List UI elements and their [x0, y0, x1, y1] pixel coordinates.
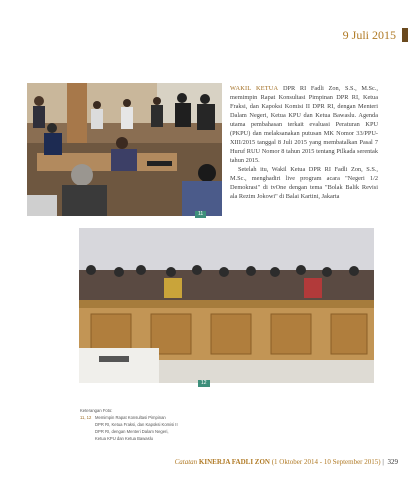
photo-caption	[80, 407, 185, 442]
footer-date-range: (1 Oktober 2014 - 10 September 2015)	[271, 458, 381, 466]
page-number: 329	[387, 458, 398, 466]
caption-line: Ketua KPU dan Ketua Bawaslu	[95, 436, 153, 441]
footer-series: Catatan	[174, 458, 198, 466]
caption-line: DPR RI, Ketua Fraksi, dan Kapoksi Komisi II	[95, 422, 178, 427]
footer-title: KINERJA FADLI ZON	[198, 458, 270, 466]
lead-text: WAKIL KETUA	[230, 85, 279, 92]
article-body	[230, 84, 378, 201]
paragraph-1-text: DPR RI Fadli Zon, S.S., M.Sc., memimpin Rapat Konsultasi Pimpinan DPR RI, Ketua Fraksi, dan Kapoksi Komisi II DPR RI, dengan Menteri Dalam Negeri, Ketua KPU dan Ketua Bawaslu. Agenda utama pembahasan terkait evaluasi Peraturan KPU (PKPU) dan melaksanakan putusan MK Nomor 33/PPU-XIII/2015 tanggal 8 Juli 2015 yang membatalkan Pasal 7 Huruf RUU Nomor 8 tahun 2015 tentang Pilkada serentak tahun 2015.	[230, 85, 378, 164]
page-footer: Catatan KINERJA FADLI ZON (1 Oktober 2014 - 10 September 2015) | 329	[174, 458, 398, 466]
photo-meeting-panel	[79, 228, 374, 383]
paragraph-2: Setelah itu, Wakil Ketua DPR RI Fadli Zon, S.S., M.Sc., menghadiri live program acara "Negeri 1/2 Demokrasi" di tvOne dengan tema "Bolak Balik Revisi ala Rezim Jokowi" di Balai Kartini, Jakarta	[230, 166, 378, 200]
photo-number-tag: 12	[198, 380, 210, 387]
paragraph-1	[230, 84, 378, 165]
page-date: 9 Juli 2015	[342, 28, 396, 42]
photo-meeting-podium	[27, 83, 222, 216]
caption-line: DPR RI, dengan Menteri Dalam Negeri,	[95, 429, 169, 434]
photo-number-tag: 11	[195, 211, 206, 218]
caption-line: Memimpin Rapat Konsultasi Pimpinan	[95, 415, 166, 420]
date-tab-marker	[402, 28, 408, 42]
caption-photo-ids: 11, 12	[80, 415, 92, 420]
caption-title: Keterangan Foto:	[80, 408, 113, 413]
